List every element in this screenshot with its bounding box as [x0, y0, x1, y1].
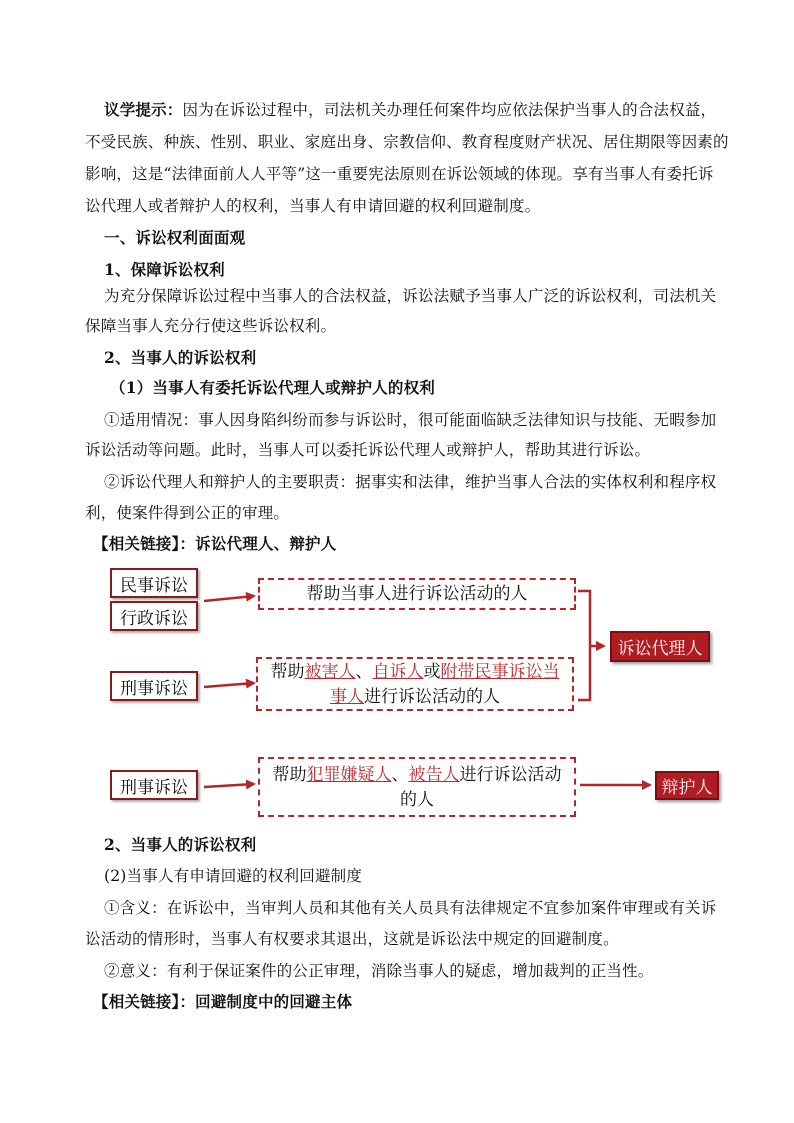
action2-text-3: 或 — [423, 662, 441, 682]
section1-sub1: 1、保障诉讼权利 — [104, 260, 225, 279]
action-box-3 — [258, 757, 576, 817]
action3-text-1: 帮助 — [272, 765, 307, 785]
section2-sub: 2、当事人的诉讼权利 — [104, 835, 257, 854]
defender-box: 辩护人 — [655, 771, 719, 800]
section2-p1-line1: ①含义：在诉讼中，当审判人员和其他有关人员具有法律规定不宜参加案件审理或有关诉 — [104, 899, 717, 917]
section1-p2-line1: ②诉讼代理人和辩护人的主要职责：据事实和法律，维护当事人合法的实体权利和程序权 — [104, 473, 717, 491]
section2-item2: (2)当事人有申请回避的权利回避制度 — [104, 867, 363, 885]
bracket-agent — [578, 591, 590, 700]
arrow-civil-admin — [204, 596, 254, 601]
admin-litigation-box: 行政诉讼 — [110, 601, 198, 631]
section2-p2: ②意义：有利于保证案件的公正审理，消除当事人的疑虑，增加裁判的正当性。 — [104, 962, 654, 980]
related-link-text-2: ：回避制度中的回避主体 — [179, 992, 353, 1011]
section1-p1-line1: ①适用情况：事人因身陷纠纷而参与诉讼时，很可能面临缺乏法律知识与技能、无暇参加 — [104, 411, 717, 429]
action3-text-2: 、 — [391, 765, 409, 785]
action2-victim: 被害人 — [304, 662, 356, 682]
action2-civil-party-a: 附带民事诉讼当 — [440, 662, 560, 682]
action2-text-1: 帮助 — [270, 662, 305, 682]
section1-sub2: 2、当事人的诉讼权利 — [104, 348, 257, 367]
action3-text-3: 进行诉讼活动 — [459, 765, 562, 785]
section2-p1-line2: 讼活动的情形时，当事人有权要求其退出，这就是诉讼法中规定的回避制度。 — [85, 930, 619, 948]
intro-line-3: 影响，这是“法律面前人人平等”这一重要宪法原则在诉讼领域的体现。享有当事人有委托诉 — [85, 165, 714, 183]
related-link-text: ：诉讼代理人、辩护人 — [179, 534, 337, 553]
action3-defendant: 被告人 — [408, 765, 460, 785]
action3-suspect: 犯罪嫌疑人 — [306, 765, 392, 785]
action2-private-prosecutor: 自诉人 — [372, 662, 424, 682]
arrow-criminal-2 — [204, 784, 254, 787]
section1-sub1-line2: 保障当事人充分行使这些诉讼权利。 — [85, 317, 337, 335]
action2-text-2: 、 — [355, 662, 373, 682]
action2-civil-party-b: 事人 — [330, 687, 364, 707]
intro-label: 议学提示： — [104, 100, 183, 119]
intro-line-4: 讼代理人或者辩护人的权利，当事人有申请回避的权利回避制度。 — [85, 197, 541, 215]
action-box-2 — [256, 657, 574, 711]
intro-line-2: 不受民族、种族、性别、职业、家庭出身、宗教信仰、教育程度财产状况、居住期限等因素的 — [85, 133, 729, 151]
criminal-litigation-box-2: 刑事诉讼 — [110, 770, 198, 800]
section1-p1-line2: 诉讼活动等问题。此时，当事人可以委托诉讼代理人或辩护人，帮助其进行诉讼。 — [85, 441, 651, 459]
arrow-criminal-1 — [204, 683, 254, 687]
section1-sub1-line1: 为充分保障诉讼过程中当事人的合法权益，诉讼法赋予当事人广泛的诉讼权利，司法机关 — [104, 287, 717, 305]
action-box-1: 帮助当事人进行诉讼活动的人 — [258, 578, 576, 610]
section1-heading: 一、诉讼权利面面观 — [104, 228, 246, 247]
litigation-agent-box: 诉讼代理人 — [610, 631, 710, 662]
section2-related-link — [93, 986, 733, 1018]
civil-litigation-box: 民事诉讼 — [110, 568, 198, 598]
related-link-label: 【相关链接】 — [93, 534, 180, 553]
section1-p2-line2: 利，使案件得到公正的审理。 — [85, 504, 290, 522]
criminal-litigation-box-1: 刑事诉讼 — [110, 671, 198, 701]
section1-item1: （1）当事人有委托诉讼代理人或辩护人的权利 — [110, 378, 435, 397]
intro-text-1: 因为在诉讼过程中，司法机关办理任何案件均应依法保护当事人的合法权益， — [182, 101, 717, 119]
action3-text-4: 的人 — [400, 790, 434, 810]
related-link-label-2: 【相关链接】 — [93, 992, 180, 1011]
action2-text-4: 进行诉讼活动的人 — [364, 687, 500, 707]
